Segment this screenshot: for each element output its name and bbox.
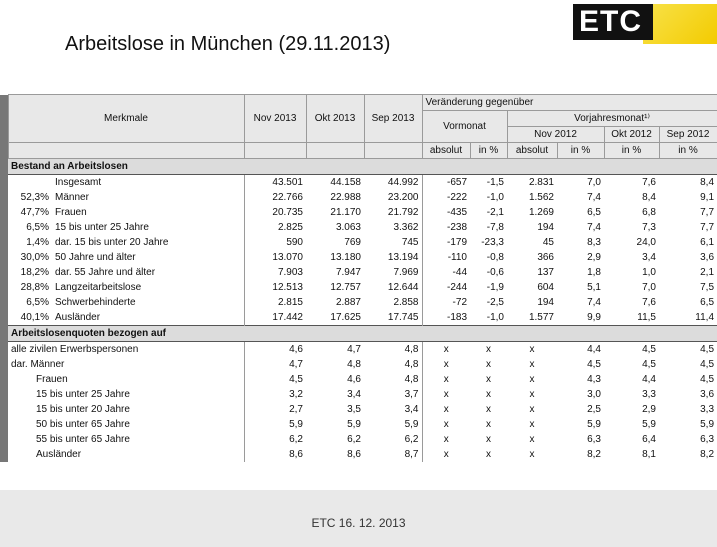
edge-cell (0, 387, 8, 402)
edge-cell (0, 342, 8, 358)
edge-cell (0, 402, 8, 417)
row-value: 11,4 (695, 312, 715, 323)
row-value: 9,9 (587, 312, 601, 323)
row-value: 3.362 (393, 222, 419, 233)
row-value: 8,1 (642, 449, 656, 460)
row-value: 4,5 (700, 344, 715, 355)
row-share: 30,0% (20, 252, 49, 263)
row-label: Langzeitarbeitslose (55, 282, 142, 293)
row-value: 13.180 (330, 252, 361, 263)
row-label: dar. Männer (11, 359, 65, 370)
row-value: x (529, 404, 535, 415)
row-value: -1,9 (486, 282, 504, 293)
header-okt2013: Okt 2013 (306, 95, 364, 143)
row-value: x (486, 434, 491, 445)
row-value: 3,3 (700, 404, 715, 415)
table-row (0, 447, 717, 462)
row-value: 137 (537, 267, 554, 278)
row-value: 23.200 (387, 192, 419, 203)
row-value: x (486, 389, 491, 400)
row-value: 12.644 (387, 282, 419, 293)
row-value: -222 (422, 190, 470, 205)
row-value: 3,6 (700, 389, 715, 400)
row-value: 2,9 (587, 252, 601, 263)
row-value: 7,6 (642, 297, 656, 308)
row-label: 15 bis unter 25 Jahre (36, 389, 130, 400)
edge-cell (0, 357, 8, 372)
header-vormonat: Vormonat (422, 111, 507, 143)
row-value: x (529, 359, 535, 370)
row-value: 366 (537, 252, 554, 263)
row-share: 52,3% (20, 192, 49, 203)
section-quoten (0, 326, 717, 342)
row-value: 8,2 (587, 449, 601, 460)
row-value: 43.501 (244, 175, 306, 191)
edge-cell (0, 372, 8, 387)
row-value: 7,0 (642, 282, 656, 293)
row-label: 50 bis unter 65 Jahre (36, 419, 130, 430)
row-value: 8,6 (244, 447, 306, 462)
row-share: 6,5% (26, 222, 49, 233)
table-row (0, 220, 717, 235)
row-label: Frauen (55, 207, 87, 218)
row-value: 5,9 (700, 419, 715, 430)
table-row (0, 432, 717, 447)
row-value: -1,0 (486, 192, 504, 203)
row-value: 24,0 (636, 237, 656, 248)
row-value: 7,0 (587, 177, 601, 188)
row-value: 20.735 (244, 205, 306, 220)
row-value: 4,5 (587, 359, 601, 370)
edge-cell (0, 159, 8, 175)
row-value: -7,8 (486, 222, 504, 233)
row-value: 4,5 (700, 359, 715, 370)
row-value: 8,6 (347, 449, 361, 460)
row-value: 17.442 (244, 310, 306, 326)
row-value: x (422, 372, 470, 387)
row-share (8, 175, 52, 191)
row-value: 7,4 (587, 192, 601, 203)
row-value: 6,5 (700, 297, 715, 308)
row-value: 21.170 (330, 207, 361, 218)
row-value: x (422, 432, 470, 447)
table-row (0, 235, 717, 250)
row-value: 4,3 (587, 374, 601, 385)
row-value: 21.792 (387, 207, 419, 218)
row-value: 8,7 (404, 449, 419, 460)
edge-cell (0, 250, 8, 265)
row-value: 22.766 (244, 190, 306, 205)
row-value: -1,5 (486, 177, 504, 188)
row-value: 6,8 (642, 207, 656, 218)
row-value: x (486, 374, 491, 385)
row-label: Insgesamt (55, 177, 102, 188)
row-value: 3,2 (244, 387, 306, 402)
row-value: -179 (422, 235, 470, 250)
row-value: 45 (542, 237, 554, 248)
row-value: -44 (422, 265, 470, 280)
row-value: 5,1 (587, 282, 601, 293)
row-value: 7,7 (700, 207, 715, 218)
row-value: 1.577 (528, 312, 554, 323)
row-value: 3,4 (404, 404, 419, 415)
row-value: 1.562 (528, 192, 554, 203)
logo-yellow-shape (643, 4, 717, 44)
edge-cell (0, 205, 8, 220)
row-value: 604 (537, 282, 554, 293)
row-value: x (486, 449, 491, 460)
row-value: 5,9 (347, 419, 361, 430)
row-value: 8,3 (587, 237, 601, 248)
row-value: 7.903 (244, 265, 306, 280)
row-share: 28,8% (20, 282, 49, 293)
header-nov2013: Nov 2013 (244, 95, 306, 143)
footer-date: ETC 16. 12. 2013 (311, 516, 406, 530)
header-inprozent: in % (659, 143, 717, 159)
table-row (0, 342, 717, 358)
edge-cell (0, 235, 8, 250)
row-label: 50 Jahre und älter (55, 252, 136, 263)
edge-cell (0, 295, 8, 310)
edge-cell (0, 175, 8, 191)
row-value: 4,4 (642, 374, 656, 385)
row-value: x (422, 402, 470, 417)
row-value: 7,6 (642, 177, 656, 188)
row-share: 1,4% (26, 237, 49, 248)
row-value: 7,5 (700, 282, 715, 293)
row-value: 4,6 (244, 342, 306, 358)
header-nov2012: Nov 2012 (507, 127, 604, 143)
row-value: 22.988 (330, 192, 361, 203)
row-value: 194 (537, 297, 554, 308)
row-value: 17.625 (330, 312, 361, 323)
row-label: alle zivilen Erwerbspersonen (11, 344, 139, 355)
row-value: 3.063 (335, 222, 361, 233)
header-sep2013: Sep 2013 (364, 95, 422, 143)
table-row (0, 372, 717, 387)
row-value: 8,4 (642, 192, 656, 203)
header-merkmale: Merkmale (8, 95, 244, 143)
row-label: dar. 15 bis unter 20 Jahre (55, 237, 169, 248)
row-value: x (529, 389, 535, 400)
row-value: 4,8 (347, 359, 361, 370)
row-value: 1.269 (528, 207, 554, 218)
row-value: 13.070 (244, 250, 306, 265)
row-value: 4,5 (244, 372, 306, 387)
row-value: 4,5 (642, 344, 656, 355)
row-value: 769 (344, 237, 361, 248)
row-value: -2,1 (486, 207, 504, 218)
table-row (0, 402, 717, 417)
row-value: 13.194 (387, 252, 419, 263)
row-share: 6,5% (26, 297, 49, 308)
row-share: 40,1% (20, 312, 49, 323)
header-inprozent: in % (470, 143, 507, 159)
row-value: 5,9 (642, 419, 656, 430)
edge-cell (0, 265, 8, 280)
row-value: x (422, 447, 470, 462)
header-inprozent: in % (557, 143, 604, 159)
row-value: 3,7 (404, 389, 419, 400)
edge-cell (0, 432, 8, 447)
table-row (0, 205, 717, 220)
table-row (0, 295, 717, 310)
table-row (0, 357, 717, 372)
row-value: 194 (537, 222, 554, 233)
logo-text: ETC (573, 4, 653, 40)
row-share: 18,2% (20, 267, 49, 278)
row-value: -657 (422, 175, 470, 191)
header-absolut: absolut (507, 143, 557, 159)
row-value: x (486, 404, 491, 415)
row-value: 8,2 (700, 449, 715, 460)
row-value: 2.825 (244, 220, 306, 235)
row-value: 1,0 (642, 267, 656, 278)
row-value: 44.992 (387, 177, 419, 188)
row-share: 47,7% (20, 207, 49, 218)
row-value: 4,7 (244, 357, 306, 372)
row-value: -23,3 (481, 237, 504, 248)
table-row (0, 280, 717, 295)
row-label: dar. 55 Jahre und älter (55, 267, 156, 278)
row-value: 2,1 (700, 267, 715, 278)
header-inprozent: in % (604, 143, 659, 159)
row-label: 15 bis unter 25 Jahre (55, 222, 149, 233)
row-value: -244 (422, 280, 470, 295)
row-value: x (422, 417, 470, 432)
edge-cell (0, 280, 8, 295)
row-value: -183 (422, 310, 470, 326)
edge-cell (0, 447, 8, 462)
row-value: -435 (422, 205, 470, 220)
edge-cell (0, 310, 8, 326)
row-value: 6,2 (404, 434, 419, 445)
row-value: x (486, 344, 491, 355)
row-value: 3,6 (700, 252, 715, 263)
edge-cell (0, 326, 8, 342)
row-value: x (422, 387, 470, 402)
row-value: 3,4 (642, 252, 656, 263)
table-row (0, 265, 717, 280)
row-value: 2.887 (335, 297, 361, 308)
row-value: -1,0 (486, 312, 504, 323)
row-value: 3,5 (347, 404, 361, 415)
row-value: 5,9 (404, 419, 419, 430)
row-value: -110 (422, 250, 470, 265)
row-value: 7.969 (393, 267, 419, 278)
row-label: Ausländer (55, 312, 101, 323)
row-value: x (529, 374, 535, 385)
row-value: 2,7 (244, 402, 306, 417)
row-value: 11,5 (637, 312, 656, 323)
section-title: Arbeitslosenquoten bezogen auf (8, 326, 717, 342)
header-sep2012: Sep 2012 (659, 127, 717, 143)
row-value: 745 (401, 237, 419, 248)
statistics-table (0, 94, 717, 490)
row-value: 4,8 (404, 344, 419, 355)
row-value: 3,4 (347, 389, 361, 400)
row-value: 7,4 (587, 297, 601, 308)
row-value: 8,4 (700, 177, 715, 188)
row-value: 6,3 (700, 434, 715, 445)
row-label: Frauen (36, 374, 68, 385)
row-value: 7.947 (335, 267, 361, 278)
row-value: 6,3 (587, 434, 601, 445)
row-value: 2,5 (587, 404, 601, 415)
row-value: 2,9 (642, 404, 656, 415)
row-value: 4,5 (700, 374, 715, 385)
table-row (0, 190, 717, 205)
row-value: 2.815 (244, 295, 306, 310)
row-value: -0,6 (486, 267, 504, 278)
row-value: -238 (422, 220, 470, 235)
header-veraenderung: Veränderung gegenüber (422, 95, 717, 111)
row-value: 2.858 (393, 297, 419, 308)
section-title: Bestand an Arbeitslosen (8, 159, 717, 175)
row-value: 6,5 (587, 207, 601, 218)
edge-cell (0, 190, 8, 205)
edge-cell (0, 220, 8, 235)
page-title: Arbeitslose in München (29.11.2013) (65, 33, 391, 55)
row-value: 6,2 (347, 434, 361, 445)
header-absolut: absolut (422, 143, 470, 159)
row-value: -72 (422, 295, 470, 310)
section-bestand (0, 159, 717, 175)
row-value: x (422, 342, 470, 358)
row-value: 4,4 (587, 344, 601, 355)
row-value: x (422, 357, 470, 372)
row-value: 6,1 (700, 237, 715, 248)
row-value: 6,2 (244, 432, 306, 447)
table-row (0, 175, 717, 191)
row-value: x (529, 434, 535, 445)
row-value: 1,8 (587, 267, 601, 278)
row-value: x (486, 359, 491, 370)
row-value: 4,7 (347, 344, 361, 355)
row-value: 2.831 (528, 177, 554, 188)
row-value: 4,5 (642, 359, 656, 370)
row-value: 4,8 (404, 374, 419, 385)
row-value: 3,3 (642, 389, 656, 400)
header-okt2012: Okt 2012 (604, 127, 659, 143)
row-value: 4,8 (404, 359, 419, 370)
row-label: 55 bis unter 65 Jahre (36, 434, 130, 445)
row-value: x (529, 344, 535, 355)
row-value: 7,4 (587, 222, 601, 233)
row-label: Schwerbehinderte (55, 297, 136, 308)
row-value: 5,9 (587, 419, 601, 430)
header-vorjahresmonat: Vorjahresmonat¹⁾ (507, 111, 717, 127)
row-value: x (529, 419, 535, 430)
row-value: 5,9 (244, 417, 306, 432)
row-value: 6,4 (642, 434, 656, 445)
row-value: 17.745 (387, 312, 419, 323)
row-value: -2,5 (486, 297, 504, 308)
row-value: x (486, 419, 491, 430)
row-label: Ausländer (36, 449, 82, 460)
table-row (0, 387, 717, 402)
row-label: 15 bis unter 20 Jahre (36, 404, 130, 415)
row-value: 12.513 (244, 280, 306, 295)
row-value: -0,8 (486, 252, 504, 263)
row-value: 9,1 (700, 192, 715, 203)
table-row (0, 417, 717, 432)
edge-cell (0, 417, 8, 432)
row-value: 7,7 (700, 222, 715, 233)
row-label: Männer (55, 192, 89, 203)
table-row (0, 250, 717, 265)
row-value: 3,0 (587, 389, 601, 400)
table-row (0, 310, 717, 326)
row-value: 44.158 (330, 177, 361, 188)
row-value: 12.757 (330, 282, 361, 293)
etc-logo (573, 4, 717, 40)
row-value: x (529, 449, 535, 460)
row-value: 4,6 (347, 374, 361, 385)
row-value: 7,3 (642, 222, 656, 233)
row-value: 590 (244, 235, 306, 250)
